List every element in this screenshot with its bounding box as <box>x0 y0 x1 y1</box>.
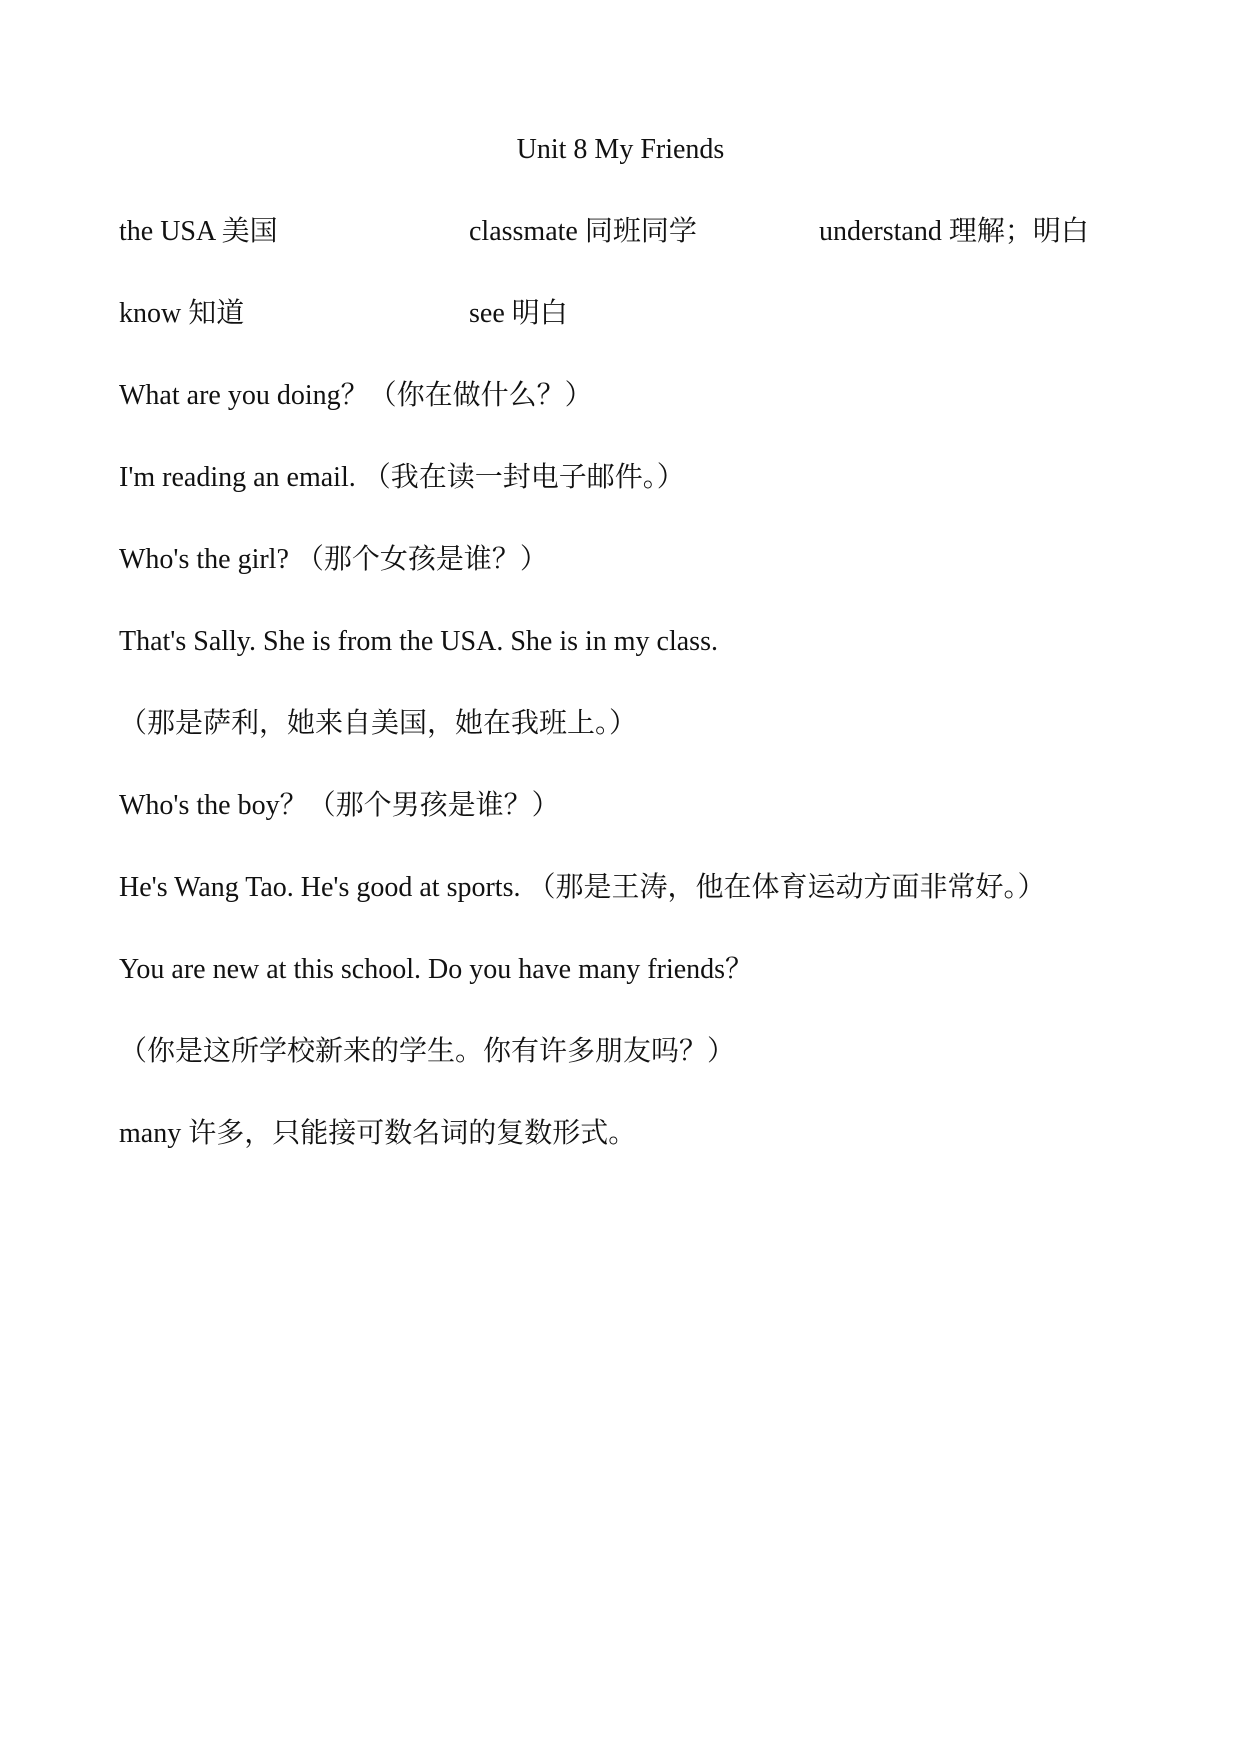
note-many: many 许多，只能接可数名词的复数形式。 <box>119 1118 637 1149</box>
vocab-item-classmate: classmate 同班同学 <box>469 216 697 247</box>
sentence-sally-translation: （那是萨利，她来自美国，她在我班上。） <box>119 708 638 739</box>
sentence-new-at-school: You are new at this school. Do you have many friends？ <box>119 954 754 985</box>
page-title: Unit 8 My Friends <box>516 134 725 165</box>
vocab-item-see: see 明白 <box>469 298 568 329</box>
sentence-who-boy: Who's the boy？（那个男孩是谁？） <box>119 790 560 821</box>
vocab-row-2 <box>0 296 1241 332</box>
sentence-thats-sally: That's Sally. She is from the USA. She is in my class. <box>119 626 718 657</box>
vocab-item-know: know 知道 <box>119 298 245 329</box>
vocab-row-1 <box>0 214 1241 250</box>
sentence-wang-tao: He's Wang Tao. He's good at sports. （那是王涛，他在体育运动方面非常好。） <box>119 872 1046 903</box>
sentence-who-girl: Who's the girl? （那个女孩是谁？） <box>119 544 548 575</box>
vocab-item-understand: understand 理解；明白 <box>819 216 1089 247</box>
sentence-what-are-you-doing: What are you doing？（你在做什么？） <box>119 380 593 411</box>
sentence-reading-email: I'm reading an email. （我在读一封电子邮件。） <box>119 462 685 493</box>
vocab-item-the-usa: the USA 美国 <box>119 216 278 247</box>
sentence-new-at-school-translation: （你是这所学校新来的学生。你有许多朋友吗？） <box>119 1036 736 1067</box>
